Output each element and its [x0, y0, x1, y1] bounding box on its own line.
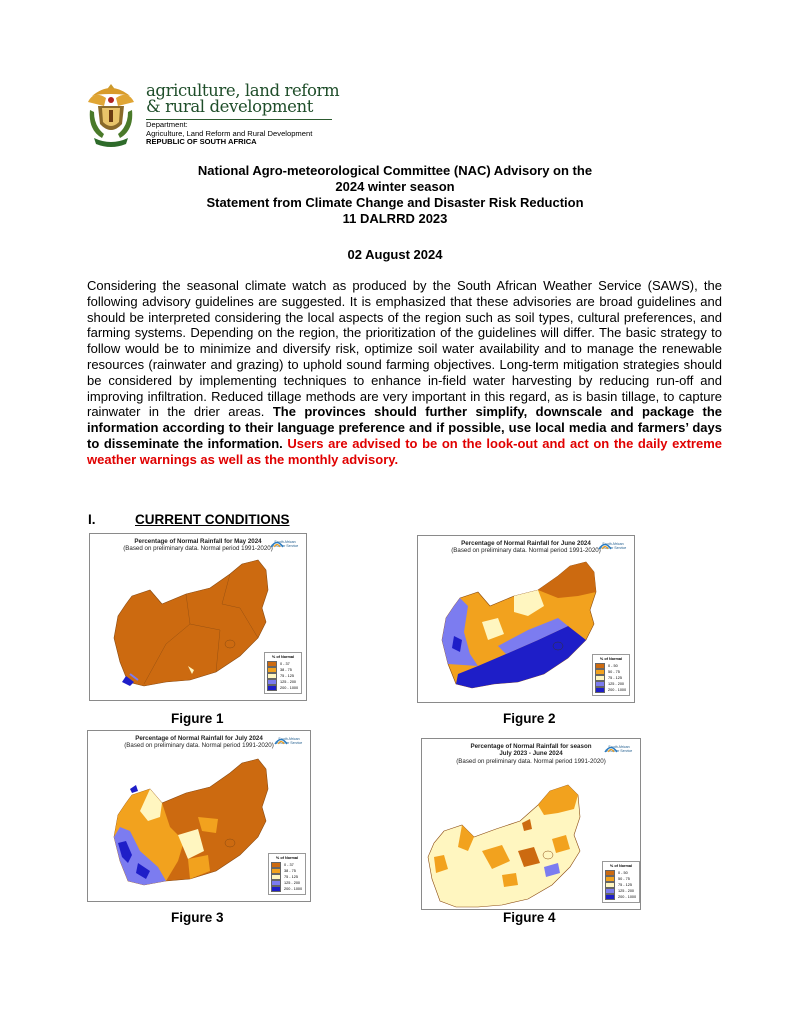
legend-label: 38 - 75	[284, 868, 296, 873]
figure-3-caption: Figure 3	[171, 910, 224, 925]
figure-3-title: Percentage of Normal Rainfall for July 2024	[135, 735, 263, 742]
legend-label: 200 - 1000	[280, 685, 299, 690]
document-title	[0, 163, 790, 227]
legend-swatch	[595, 687, 605, 693]
figure-4-map	[421, 738, 641, 910]
saws-logo-line2: Weather Service	[271, 544, 299, 548]
figure-2-title: Percentage of Normal Rainfall for June 2024	[461, 540, 591, 547]
figure-4-subtitle: (Based on preliminary data. Normal period 1991-2020)	[456, 757, 606, 765]
legend-swatch	[271, 886, 281, 892]
legend-item	[595, 687, 627, 693]
saws-logo-line1: South African	[602, 542, 624, 546]
dept-sub-line1: Department:	[146, 120, 188, 129]
title-line4: 11 DALRRD 2023	[342, 211, 448, 226]
figure-3-legend	[268, 853, 306, 895]
figure-3-map	[87, 730, 311, 902]
figure-3-subtitle: (Based on preliminary data. Normal period 1991-2020)	[124, 742, 274, 750]
saws-logo-line2: Weather Service	[275, 741, 303, 745]
dept-sub-line3: REPUBLIC OF SOUTH AFRICA	[146, 137, 257, 147]
legend-label: 38 - 75	[280, 667, 292, 672]
section-title: CURRENT CONDITIONS	[135, 512, 290, 527]
legend-label: 200 - 1000	[618, 894, 637, 899]
figure-4-title: Percentage of Normal Rainfall for season	[470, 743, 592, 750]
figure-4-caption: Figure 4	[503, 910, 556, 925]
figure-1-title: Percentage of Normal Rainfall for May 2024	[134, 538, 262, 545]
figure-2-map	[417, 535, 635, 703]
legend-label: 200 - 1000	[608, 687, 627, 692]
legend-item	[605, 894, 637, 900]
figure-4-title-line2: July 2023 - June 2024	[499, 750, 563, 758]
saws-logo-line2: Weather Service	[599, 546, 627, 550]
legend-swatch	[267, 685, 277, 691]
legend-label: 75 - 125	[618, 882, 632, 887]
legend-label: 75 - 125	[280, 673, 294, 678]
legend-label: 125 - 200	[608, 681, 625, 686]
legend-label: 125 - 200	[280, 679, 297, 684]
document-date: 02 August 2024	[347, 247, 443, 262]
figure-2-caption: Figure 2	[503, 711, 556, 726]
legend-label: 75 - 125	[608, 675, 622, 680]
figure-1-map	[89, 533, 307, 701]
saws-logo-line1: South African	[608, 745, 630, 749]
saws-logo-line2: Weather Service	[605, 749, 633, 753]
figure-1-legend	[264, 652, 302, 694]
advisory-text: Considering the seasonal climate watch as produced by the South African Weather Service (SAWS), the following advisory guidelines are suggested. It is emphasized that these advisories are broad guidelines and should be interpreted considering the local aspects of the region such as soil types, cultural preferences, and farming systems. Depending on the region, the prioritization of the guidelines will differ. The basic strategy to follow would be to minimize and diversify risk, optimize soil water availability and to manage the renewable resources (rainwater and grazing) to uphold sound farming objectives. Long-term mitigation strategies should be considered by implementing techniques to enhance in-field water harvesting by reducing run-off and improving infiltration. Reduced tillage methods are very important in this regard, as is basin tillage, to capture rainwater in the drier areas.	[87, 278, 722, 420]
saws-logo-line1: South African	[274, 540, 296, 544]
legend-label: 125 - 200	[284, 880, 301, 885]
dept-name-line2: & rural development	[146, 97, 313, 116]
figure-4-legend	[602, 861, 640, 903]
dept-sub-line2: Agriculture, Land Reform and Rural Development	[146, 128, 313, 138]
title-line1: National Agro-meteorological Committee (NAC) Advisory on the	[197, 163, 593, 178]
advisory-warning-text: Users are advised to be on the look-out and act on the daily extreme weather warnings as well as the monthly advisory.	[87, 435, 722, 467]
figure-1-caption: Figure 1	[171, 711, 224, 726]
legend-swatch	[605, 894, 615, 900]
legend-label: 0 - 37	[284, 862, 294, 867]
department-name	[146, 83, 339, 115]
figure-2-subtitle: (Based on preliminary data. Normal period 1991-2020)	[451, 547, 601, 555]
legend-label: 75 - 125	[284, 874, 298, 879]
advisory-paragraph	[87, 278, 722, 468]
legend-label: 0 - 37	[280, 661, 290, 666]
legend-item	[267, 685, 299, 691]
figure-2-legend	[592, 654, 630, 696]
legend-item	[271, 886, 303, 892]
legend-title: % of Normal	[599, 657, 623, 661]
title-line3: Statement from Climate Change and Disaster Risk Reduction	[206, 195, 584, 210]
legend-label: 125 - 200	[618, 888, 635, 893]
department-subtitle	[146, 121, 312, 147]
section-number: I.	[88, 512, 96, 527]
title-line2: 2024 winter season	[335, 179, 455, 194]
advisory-text-bold: The provinces should further simplify, downscale and package the information according to their language preference and if possible, use local media and farmers’ days to disseminate the information.	[87, 404, 722, 451]
dept-name-line1: agriculture, land reform	[146, 81, 340, 100]
legend-label: 0 - 50	[618, 870, 628, 875]
legend-label: 50 - 75	[608, 669, 620, 674]
legend-title: % of Normal	[275, 856, 299, 860]
legend-title: % of Normal	[271, 655, 295, 659]
legend-title: % of Normal	[609, 864, 633, 868]
coat-of-arms-logo	[84, 80, 138, 148]
figure-1-subtitle: (Based on preliminary data. Normal period 1991-2020)	[123, 545, 273, 553]
legend-label: 200 - 1000	[284, 886, 303, 891]
legend-label: 0 - 50	[608, 663, 618, 668]
saws-logo-line1: South African	[278, 737, 300, 741]
legend-label: 50 - 75	[618, 876, 630, 881]
